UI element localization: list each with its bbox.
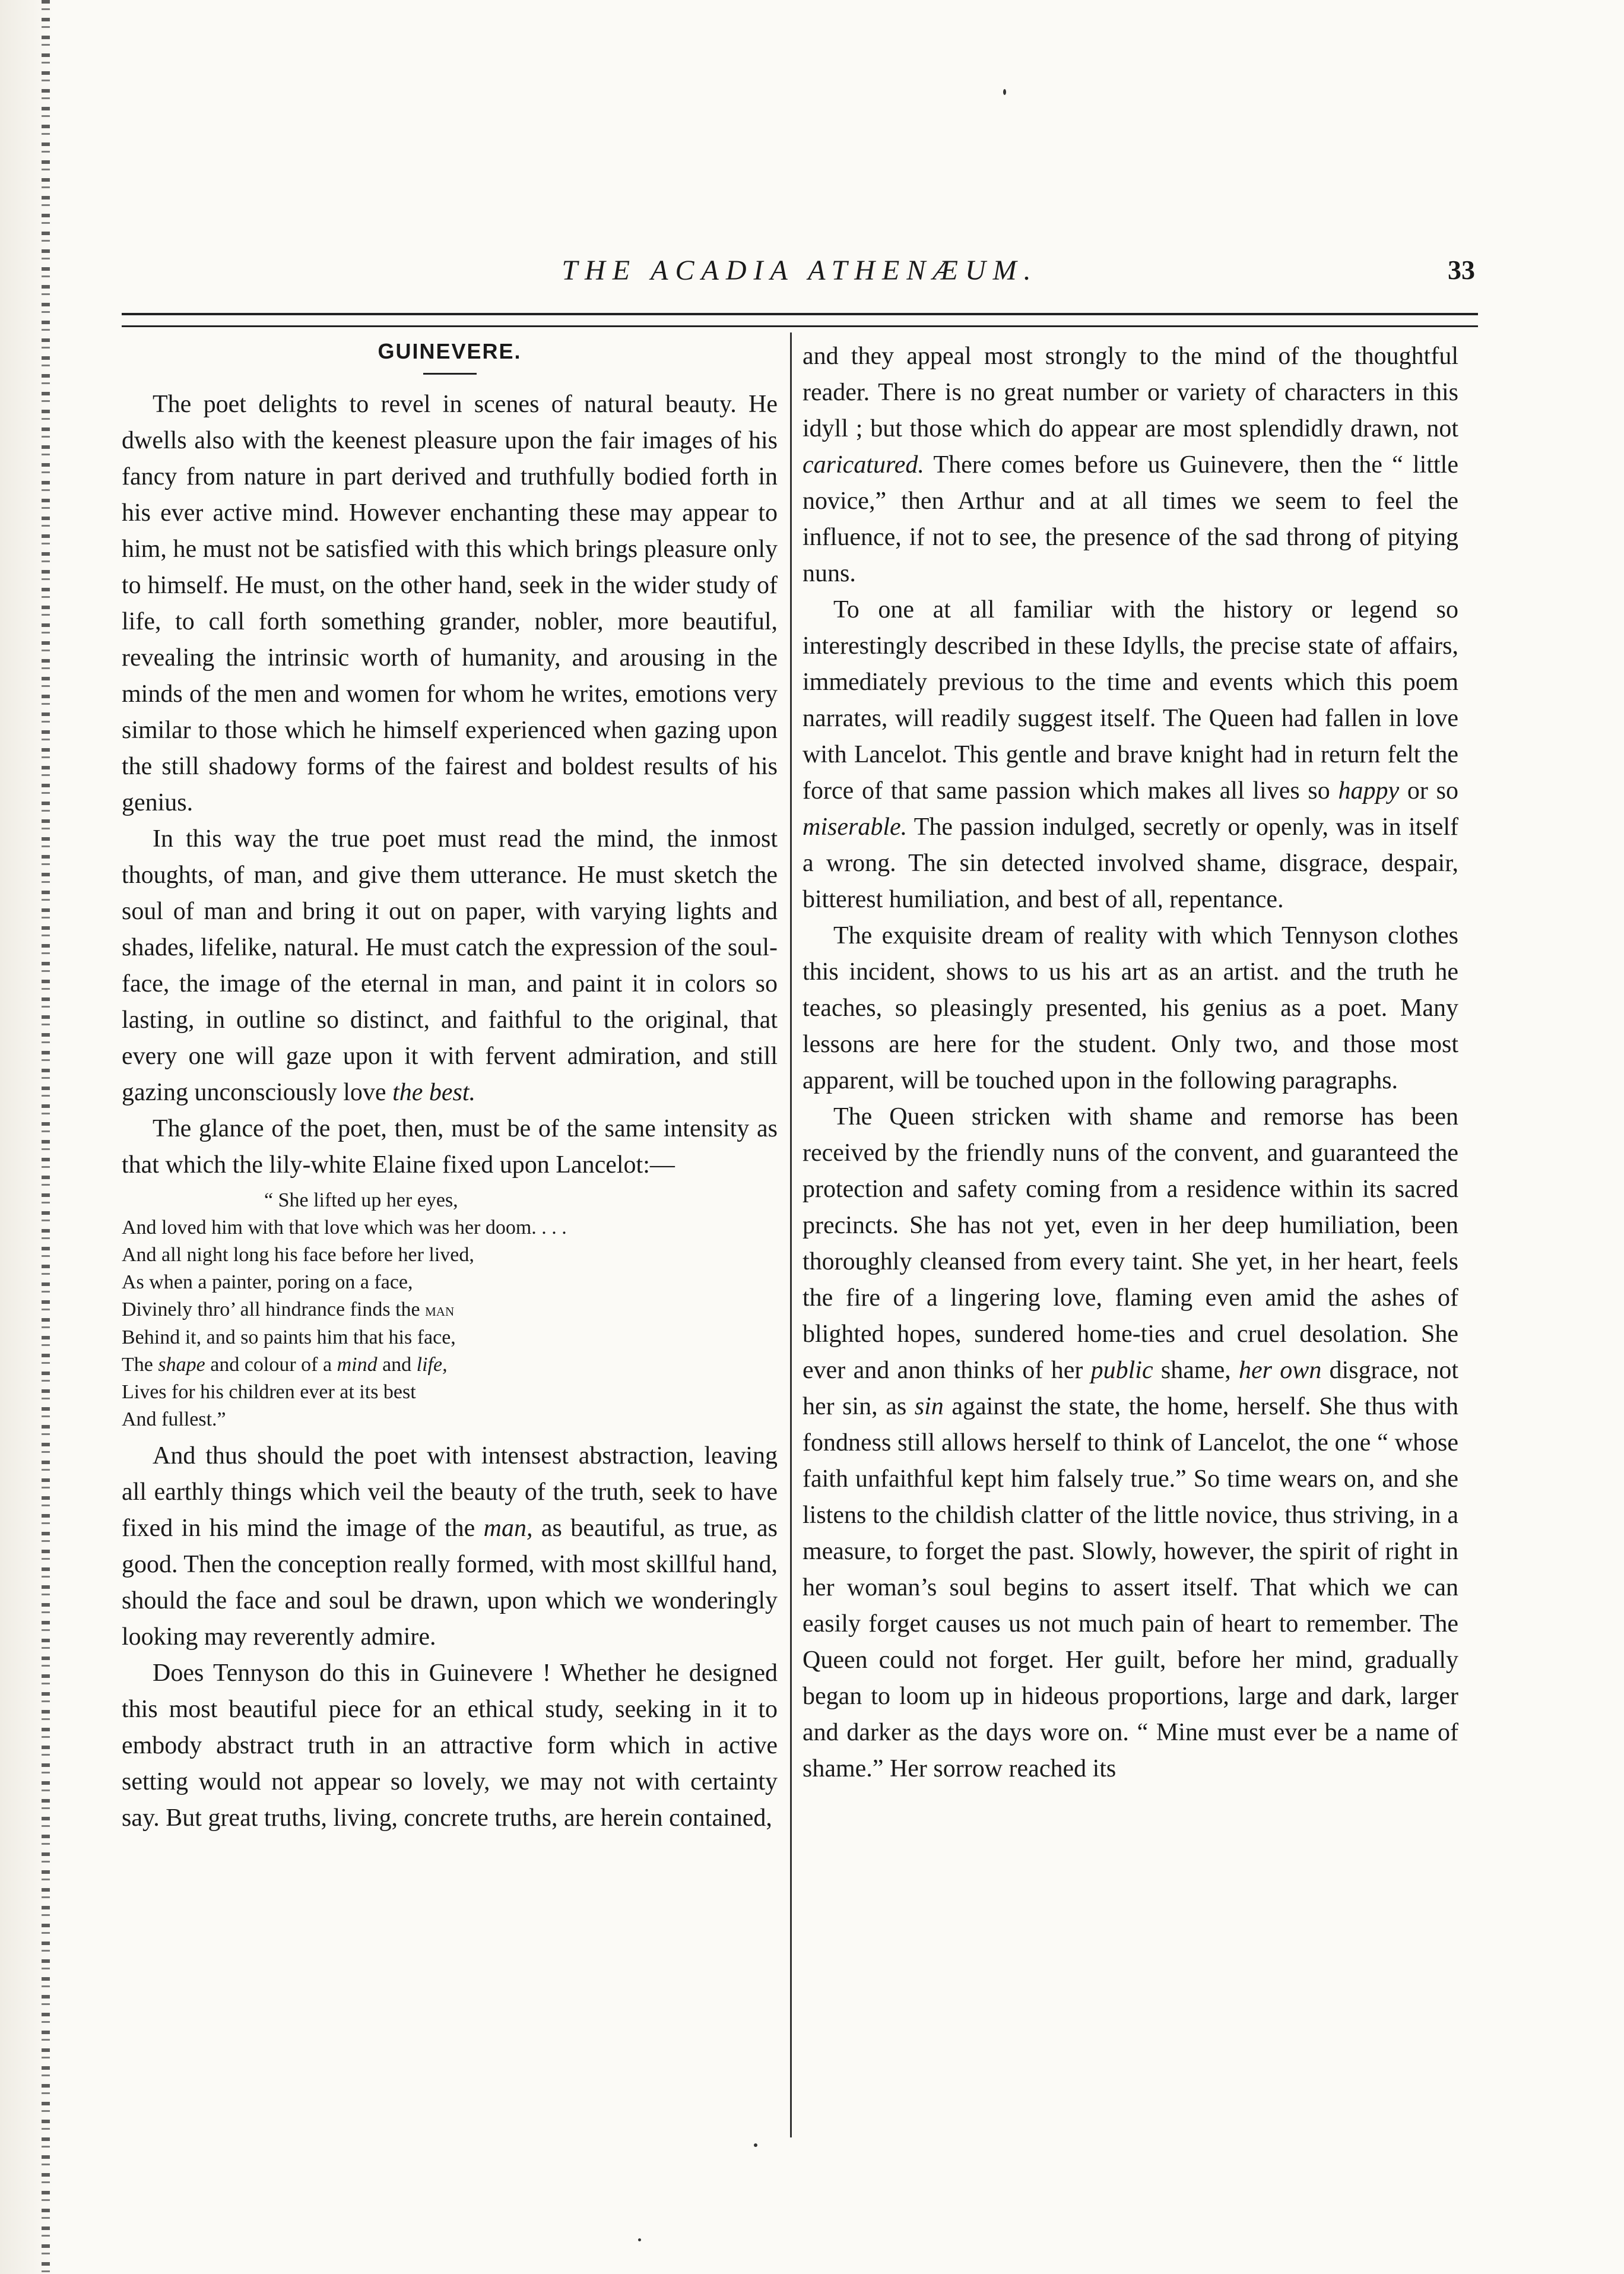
page-binding-edge	[0, 0, 53, 2274]
title-underline	[423, 373, 477, 375]
column-divider	[790, 332, 792, 2137]
paragraph: The Queen stricken with shame and remorse has been received by the friendly nuns of the convent, and guaranteed the protection and safety coming from a residence within its sacred precincts. She has not yet, even in her deep humiliation, been thoroughly cleansed from every taint. She yet, in her heart, feels the fire of a lingering love, flaming even amid the ashes of blighted hopes, sundered home-ties and cruel desolation. She ever and anon thinks of her public shame, her own disgrace, not her sin, as sin against the state, the home, herself. She thus with fondness still allows herself to think of Lancelot, the one “ whose faith unfaithful kept him falsely true.” So time wears on, and she listens to the childish clatter of the little novice, thus striving, in a measure, to forget the past. Slowly, however, the spirit of right in her woman’s soul begins to assert itself. That which we can easily forget causes us not much pain of heart to remember. The Queen could not forget. Her guilt, before her mind, gradually began to loom up in hideous proportions, large and dark, larger and darker as the days wore on. “ Mine must ever be a name of shame.” Her sorrow reached its	[803, 1103, 1458, 1782]
binding-streak	[42, 0, 50, 2274]
print-speck	[754, 2143, 757, 2147]
poem-line: “ She lifted up her eyes,	[264, 1189, 458, 1211]
article-title: GUINEVERE.	[378, 339, 522, 363]
page-number: 33	[1448, 255, 1475, 285]
poem-quotation	[122, 1187, 778, 1433]
poem-line: Lives for his children ever at its best	[122, 1381, 416, 1403]
left-column	[122, 338, 778, 1836]
poem-line: And all night long his face before her lived,	[122, 1244, 474, 1266]
right-column	[803, 338, 1458, 1787]
running-title: THE ACADIA ATHENÆUM.	[562, 255, 1038, 286]
paragraph: Does Tennyson do this in Guinevere ! Whether he designed this most beautiful piece for an ethical study, seeking in it to embody abstract truth in an attractive form which in active setting would not appear so lovely, we may not with certainty say. But great truths, living, concrete truths, are herein contained,	[122, 1659, 778, 1832]
paragraph: The glance of the poet, then, must be of the same intensity as that which the lily-white Elaine fixed upon Lancelot:—	[122, 1115, 778, 1179]
page-header	[125, 254, 1475, 296]
print-speck	[638, 2238, 641, 2241]
poem-line: Divinely thro’ all hindrance finds the man	[122, 1298, 455, 1320]
paragraph: To one at all familiar with the history or legend so interestingly described in these Idylls, the precise state of affairs, immediately previous to the time and events which this poem narrates, will readily suggest itself. The Queen had fallen in love with Lancelot. This gentle and brave knight had in return felt the force of that same passion which makes all lives so happy or so miserable. The passion indulged, secretly or openly, was in itself a wrong. The sin detected involved shame, disgrace, despair, bitterest humiliation, and best of all, repentance.	[803, 596, 1458, 913]
paragraph: And thus should the poet with intensest abstraction, leaving all earthly things which veil the beauty of the truth, seek to have fixed in his mind the image of the man, as beautiful, as true, as good. Then the conception really formed, with most skillful hand, should the face and soul be drawn, upon which we wonderingly looking may reverently admire.	[122, 1442, 778, 1651]
header-rule-top	[122, 313, 1478, 315]
paragraph: The poet delights to revel in scenes of natural beauty. He dwells also with the keenest pleasure upon the fair images of his fancy from nature in part derived and truthfully bodied forth in his ever active mind. However enchanting these may appear to him, he must not be satisfied with this which brings pleasure only to himself. He must, on the other hand, seek in the wider study of life, to call forth something grander, nobler, more beautiful, revealing the intrinsic worth of humanity, and arousing in the minds of the men and women for whom he writes, emotions very similar to those which he himself experienced when gazing upon the still shadowy forms of the fairest and boldest results of his genius.	[122, 391, 778, 816]
paragraph: In this way the true poet must read the mind, the inmost thoughts, of man, and give them utterance. He must sketch the soul of man and bring it out on paper, with varying lights and shades, lifelike, natural. He must catch the expression of the soul-face, the image of the eternal in man, and paint it in colors so lasting, in outline so distinct, and faithful to the original, that every one will gaze upon it with fervent admiration, and still gazing unconsciously love the best.	[122, 825, 778, 1106]
poem-line: As when a painter, poring on a face,	[122, 1271, 413, 1293]
poem-line: And fullest.”	[122, 1408, 226, 1430]
paragraph-continued: and they appeal most strongly to the mind of the thoughtful reader. There is no great number or variety of characters in this idyll ; but those which do appear are most splendidly drawn, not caricatured. There comes before us Guinevere, then the “ little novice,” then Arthur and at all times we seem to feel the influence, if not to see, the presence of the sad throng of pitying nuns.	[803, 343, 1458, 587]
poem-line: Behind it, and so paints him that his face,	[122, 1326, 456, 1348]
poem-line: And loved him with that love which was her doom. . . .	[122, 1217, 567, 1239]
paragraph: The exquisite dream of reality with which Tennyson clothes this incident, shows to us his art as an artist. and the truth he teaches, so pleasingly presented, his genius as a poet. Many lessons are here for the student. Only two, and those most apparent, will be touched upon in the following paragraphs.	[803, 922, 1458, 1094]
poem-line: The shape and colour of a mind and life,	[122, 1354, 448, 1376]
print-speck	[1003, 89, 1006, 95]
header-rule-bottom	[122, 325, 1478, 327]
